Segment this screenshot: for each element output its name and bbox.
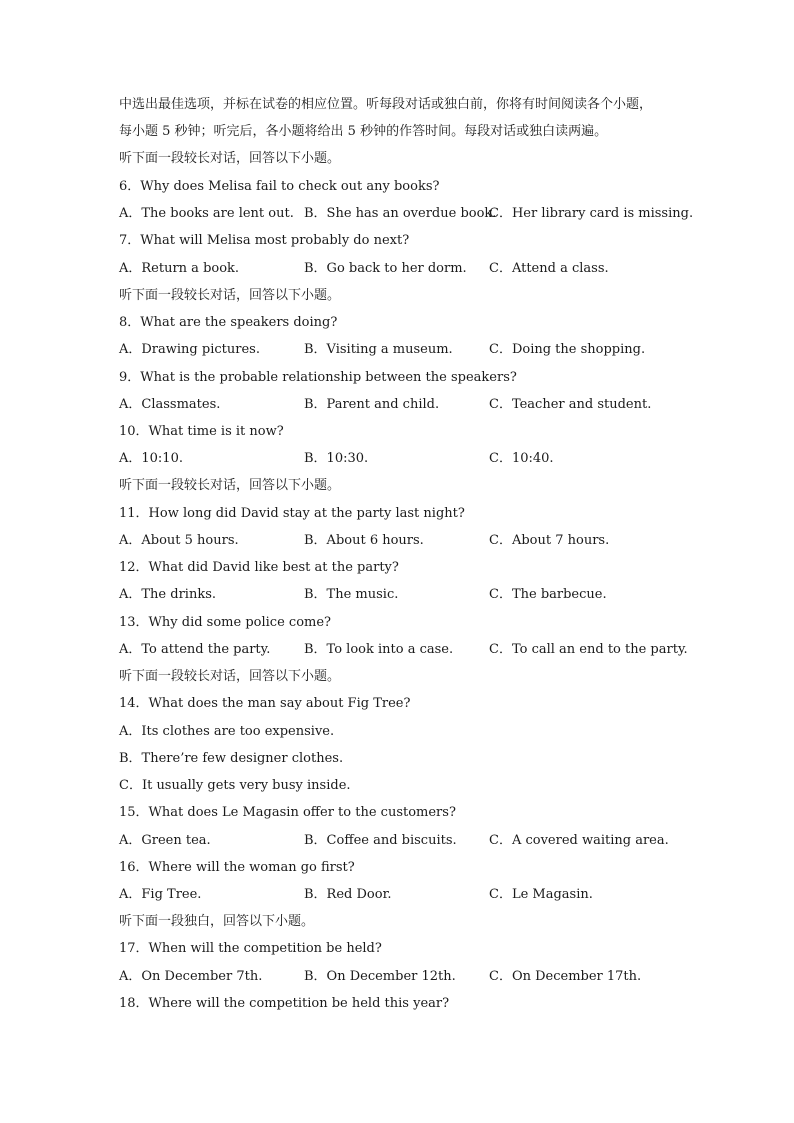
option-7c: C．Attend a class. <box>489 261 609 276</box>
option-17a: A．On December 7th. <box>119 969 263 984</box>
section-header: 听下面一段较长对话，回答以下小题。 <box>119 288 341 303</box>
question-8: 8．What are the speakers doing? <box>119 315 338 330</box>
question-11: 11．How long did David stay at the party last night? <box>119 506 465 521</box>
section-header: 听下面一段较长对话，回答以下小题。 <box>119 478 341 493</box>
option-7a: A．Return a book. <box>119 261 240 276</box>
option-15c: C．A covered waiting area. <box>489 833 669 848</box>
option-11b: B．About 6 hours. <box>304 533 424 548</box>
section-header: 听下面一段较长对话，回答以下小题。 <box>119 669 341 684</box>
question-6: 6．Why does Melisa fail to check out any books? <box>119 179 440 194</box>
option-9a: A．Classmates. <box>119 397 221 412</box>
option-15a: A．Green tea. <box>119 833 211 848</box>
option-14b: B．There’re few designer clothes. <box>119 751 344 766</box>
option-10b: B．10:30. <box>304 451 369 466</box>
option-11a: A．About 5 hours. <box>119 533 239 548</box>
option-10c: C．10:40. <box>489 451 554 466</box>
option-10a: A．10:10. <box>119 451 183 466</box>
question-17: 17．When will the competition be held? <box>119 941 382 956</box>
option-13b: B．To look into a case. <box>304 642 454 657</box>
option-14c: C．It usually gets very busy inside. <box>119 778 351 793</box>
intro-line-2: 每小题 5 秒钟；听完后，各小题将给出 5 秒钟的作答时间。每段对话或独白读两遍。 <box>119 124 608 139</box>
option-9c: C．Teacher and student. <box>489 397 652 412</box>
option-12a: A．The drinks. <box>119 587 217 602</box>
option-8a: A．Drawing pictures. <box>119 342 260 357</box>
option-15b: B．Coffee and biscuits. <box>304 833 457 848</box>
option-8c: C．Doing the shopping. <box>489 342 646 357</box>
question-15: 15．What does Le Magasin offer to the customers? <box>119 805 456 820</box>
section-header: 听下面一段较长对话，回答以下小题。 <box>119 151 341 166</box>
option-17b: B．On December 12th. <box>304 969 456 984</box>
option-6c: C．Her library card is missing. <box>489 206 694 221</box>
option-9b: B．Parent and child. <box>304 397 440 412</box>
question-12: 12．What did David like best at the party? <box>119 560 399 575</box>
option-16b: B．Red Door. <box>304 887 392 902</box>
monologue-header: 听下面一段独白，回答以下小题。 <box>119 914 315 929</box>
question-7: 7．What will Melisa most probably do next? <box>119 233 410 248</box>
option-13c: C．To call an end to the party. <box>489 642 688 657</box>
question-16: 16．Where will the woman go first? <box>119 860 355 875</box>
option-16a: A．Fig Tree. <box>119 887 202 902</box>
option-6b: B．She has an overdue book. <box>304 206 497 221</box>
option-12b: B．The music. <box>304 587 399 602</box>
option-11c: C．About 7 hours. <box>489 533 610 548</box>
intro-line-1: 中选出最佳选项，并标在试卷的相应位置。听每段对话或独白前，你将有时间阅读各个小题， <box>119 97 653 112</box>
question-18: 18．Where will the competition be held this year? <box>119 996 450 1011</box>
question-9: 9．What is the probable relationship between the speakers? <box>119 370 517 385</box>
option-13a: A．To attend the party. <box>119 642 271 657</box>
question-13: 13．Why did some police come? <box>119 615 332 630</box>
option-16c: C．Le Magasin. <box>489 887 593 902</box>
option-17c: C．On December 17th. <box>489 969 642 984</box>
option-8b: B．Visiting a museum. <box>304 342 453 357</box>
question-14: 14．What does the man say about Fig Tree? <box>119 696 411 711</box>
question-10: 10．What time is it now? <box>119 424 284 439</box>
option-6a: A．The books are lent out. <box>119 206 294 221</box>
option-12c: C．The barbecue. <box>489 587 607 602</box>
option-14a: A．Its clothes are too expensive. <box>119 724 335 739</box>
option-7b: B．Go back to her dorm. <box>304 261 467 276</box>
